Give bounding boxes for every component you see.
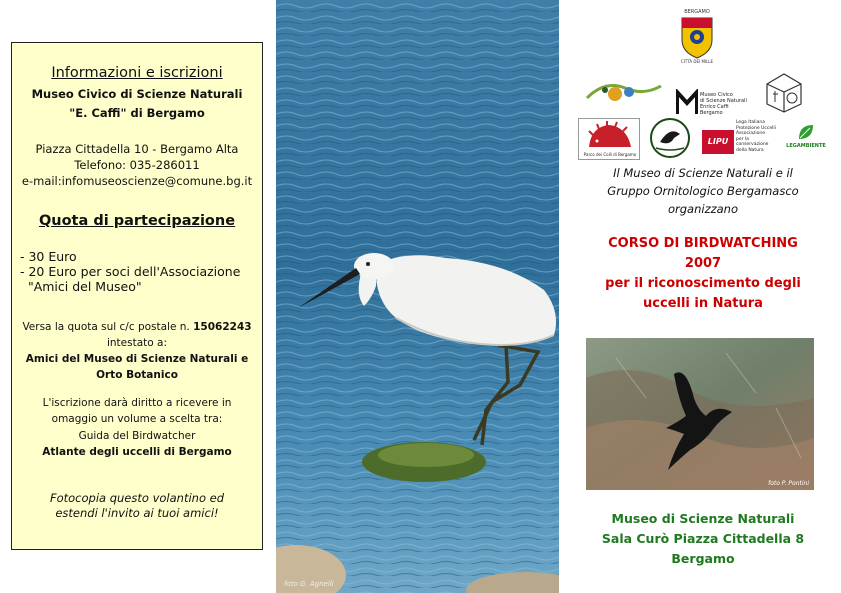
- organizers-text: Il Museo di Scienze Naturali e il Gruppo Ornitologico Bergamasco organizzano: [607, 166, 799, 216]
- leaf-icon: [796, 122, 816, 142]
- info-title: Informazioni e iscrizioni: [51, 65, 223, 81]
- photo-credit: foto G. Agnelli: [284, 580, 334, 588]
- egret-eye: [366, 262, 370, 266]
- email: e-mail:infomuseoscienze@comune.bg.it: [21, 174, 253, 188]
- crest-bottom-label: CITTÀ DEI MILLE: [680, 59, 714, 64]
- book-option: Atlante degli uccelli di Bergamo: [42, 446, 232, 458]
- legambiente-logo: LEGAMBIENTE: [784, 120, 828, 154]
- gift-line: L'iscrizione darà diritto a ricevere in: [42, 397, 232, 409]
- payment-line: Versa la quota sul c/c postale n. 15062243: [22, 321, 252, 333]
- account-number: 15062243: [193, 321, 252, 333]
- payment-line-2: intestato a:: [106, 337, 168, 349]
- price-item: - 30 Euro: [20, 249, 77, 264]
- quota-title: Quota di partecipazione: [38, 213, 236, 229]
- museo-mark: [676, 89, 698, 115]
- egret-illustration: [276, 0, 559, 593]
- book-option: Guida del Birdwatcher: [78, 430, 196, 442]
- lipu-mark: LIPU: [702, 130, 734, 154]
- address: Piazza Cittadella 10 - Bergamo Alta: [35, 142, 239, 156]
- invite-text: Fotocopia questo volantino ed estendi l'invito ai tuoi amici!: [49, 491, 225, 520]
- egret-head: [354, 253, 394, 279]
- gift-line-2: omaggio un volume a scelta tra:: [51, 413, 223, 425]
- chough-credit: foto P. Pontini: [768, 480, 809, 487]
- price-item: "Amici del Museo": [20, 279, 142, 294]
- lipu-logo: LIPU Lega Italiana Protezione Uccelli Associazione per la conservazione della Natura: [702, 118, 782, 158]
- museum-name: Museo Civico di Scienze Naturali: [31, 87, 243, 101]
- course-title: CORSO DI BIRDWATCHING 2007 per il riconoscimento degli uccelli in Natura: [605, 236, 801, 311]
- info-panel: [11, 42, 263, 550]
- payee-2: Orto Botanico: [96, 369, 178, 381]
- payee: Amici del Museo di Scienze Naturali e: [25, 353, 249, 365]
- chough-photo: [586, 338, 814, 490]
- egret-photo: [276, 0, 559, 593]
- museum-name-2: "E. Caffi" di Bergamo: [69, 106, 205, 120]
- museo-logo: Museo Civico di Scienze Naturali Enrico Caffi Bergamo: [672, 86, 756, 120]
- price-item: - 20 Euro per soci dell'Associazione: [20, 264, 241, 279]
- crest-top-label: BERGAMO: [684, 9, 710, 15]
- riccio-logo: Parco dei Colli di Bergamo: [578, 118, 640, 160]
- cube-logo: [761, 70, 807, 114]
- hedgehog-icon: [579, 119, 639, 151]
- price-list: [20, 249, 260, 294]
- chough-illustration: [586, 338, 814, 490]
- phone: Telefono: 035-286011: [74, 158, 200, 172]
- algae-highlight: [378, 443, 474, 467]
- ornithological-group-logo: [585, 76, 663, 110]
- bergamo-crest: [674, 6, 720, 64]
- venue-text: Museo di Scienze Naturali Sala Curò Piazza Cittadella 8 Bergamo: [601, 511, 805, 566]
- ornithology-circle-logo: [646, 116, 694, 160]
